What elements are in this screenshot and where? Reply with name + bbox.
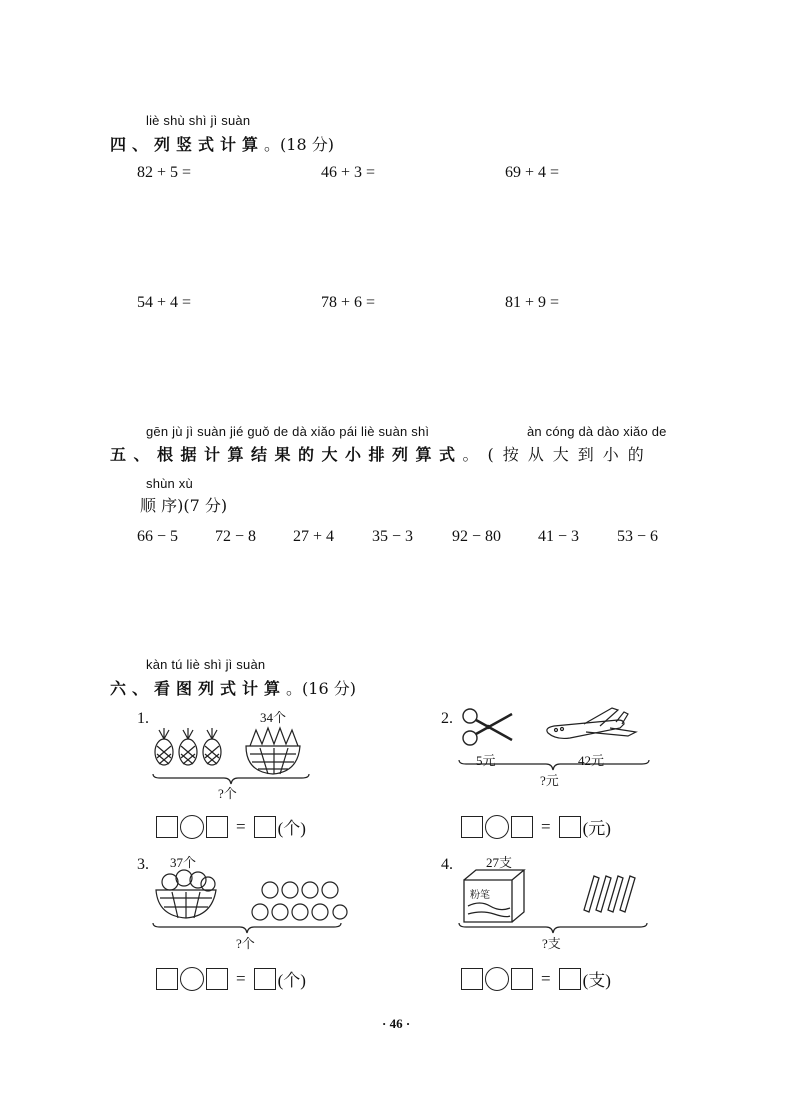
page-number: · 46 · bbox=[382, 1016, 411, 1031]
section5-paren: 。(按从大到小的 bbox=[462, 445, 653, 464]
expr-1: 66 − 5 bbox=[137, 528, 179, 545]
section4-pinyin: liè shù shì jì suàn bbox=[146, 113, 251, 128]
q3-answer-row bbox=[156, 966, 306, 991]
problem-1: 82 + 5 = bbox=[137, 164, 192, 181]
section5-heading bbox=[110, 442, 653, 465]
q2-price-scissors: 5元 bbox=[476, 753, 496, 768]
problem-3: 69 + 4 = bbox=[505, 164, 560, 181]
q4-answer-row bbox=[461, 966, 611, 991]
airplane-icon bbox=[547, 708, 636, 738]
section5-pinyin-1: gēn jù jì suàn jié guǒ de dà xiǎo pái liè suàn shì bbox=[146, 424, 430, 439]
equals-sign: = bbox=[236, 816, 246, 836]
equals-sign: = bbox=[236, 968, 246, 988]
pineapple-icon bbox=[155, 728, 221, 765]
section6-heading bbox=[110, 676, 356, 699]
chalk-stick-icon bbox=[584, 876, 635, 912]
q3-apples-illustration bbox=[150, 866, 350, 924]
expr-6: 41 − 3 bbox=[538, 528, 580, 545]
expr-3: 27 + 4 bbox=[293, 528, 335, 545]
equals-sign: = bbox=[541, 968, 551, 988]
answer-box[interactable] bbox=[156, 968, 178, 990]
section6-title: 六、看图列式计算 bbox=[110, 679, 287, 698]
scissors-icon bbox=[463, 709, 512, 745]
operator-circle[interactable] bbox=[485, 815, 509, 839]
answer-box[interactable] bbox=[511, 816, 533, 838]
section4-score: 。(18 分) bbox=[264, 135, 334, 154]
pineapple-basket-icon bbox=[246, 728, 300, 774]
answer-box[interactable] bbox=[206, 816, 228, 838]
operator-circle[interactable] bbox=[180, 967, 204, 991]
q4-box-label: 粉笔 bbox=[470, 890, 490, 901]
section4-title: 四、列竖式计算 bbox=[110, 135, 265, 154]
unit-label: (元) bbox=[582, 819, 611, 838]
problem-2: 46 + 3 = bbox=[321, 164, 376, 181]
q4-number: 4. bbox=[441, 856, 453, 873]
expr-4: 35 − 3 bbox=[372, 528, 414, 545]
answer-box[interactable] bbox=[559, 816, 581, 838]
apple-icon bbox=[252, 882, 347, 920]
q1-count: 34个 bbox=[260, 710, 287, 725]
unit-label: (个) bbox=[277, 819, 306, 838]
problem-4: 54 + 4 = bbox=[137, 294, 192, 311]
answer-box[interactable] bbox=[559, 968, 581, 990]
operator-circle[interactable] bbox=[485, 967, 509, 991]
q3-count: 37个 bbox=[170, 855, 197, 870]
expr-5: 92 − 80 bbox=[452, 528, 502, 545]
q1-total: ?个 bbox=[218, 786, 237, 801]
expr-7: 53 − 6 bbox=[617, 528, 659, 545]
q1-fruit-illustration bbox=[150, 722, 310, 778]
q4-count: 27支 bbox=[486, 855, 513, 870]
answer-box[interactable] bbox=[461, 968, 483, 990]
section5-line2: 顺 序)(7 分) bbox=[140, 496, 228, 515]
q2-items-illustration bbox=[460, 706, 650, 752]
q2-price-airplane: 42元 bbox=[578, 753, 605, 768]
q2-total: ?元 bbox=[540, 773, 559, 788]
equals-sign: = bbox=[541, 816, 551, 836]
operator-circle[interactable] bbox=[180, 815, 204, 839]
answer-box[interactable] bbox=[254, 968, 276, 990]
section6-pinyin: kàn tú liè shì jì suàn bbox=[146, 657, 266, 672]
section5-pinyin-3: shùn xù bbox=[146, 476, 193, 491]
q1-number: 1. bbox=[137, 710, 149, 727]
unit-label: (支) bbox=[582, 971, 611, 990]
q3-total: ?个 bbox=[236, 936, 255, 951]
answer-box[interactable] bbox=[511, 968, 533, 990]
q1-answer-row bbox=[156, 814, 306, 839]
answer-box[interactable] bbox=[206, 968, 228, 990]
q2-number: 2. bbox=[441, 710, 453, 727]
apple-basket-icon bbox=[156, 870, 216, 918]
section4-heading bbox=[110, 132, 334, 155]
answer-box[interactable] bbox=[156, 816, 178, 838]
answer-box[interactable] bbox=[461, 816, 483, 838]
problem-6: 81 + 9 = bbox=[505, 294, 560, 311]
q4-total: ?支 bbox=[542, 936, 561, 951]
section5-pinyin-2: àn cóng dà dào xiǎo de bbox=[527, 424, 667, 439]
expr-2: 72 − 8 bbox=[215, 528, 257, 545]
section6-score: 。(16 分) bbox=[286, 679, 356, 698]
answer-box[interactable] bbox=[254, 816, 276, 838]
section5-title: 五、根据计算结果的大小排列算式 bbox=[110, 445, 463, 464]
q2-answer-row bbox=[461, 814, 611, 839]
q3-number: 3. bbox=[137, 856, 149, 873]
unit-label: (个) bbox=[277, 971, 306, 990]
problem-5: 78 + 6 = bbox=[321, 294, 376, 311]
